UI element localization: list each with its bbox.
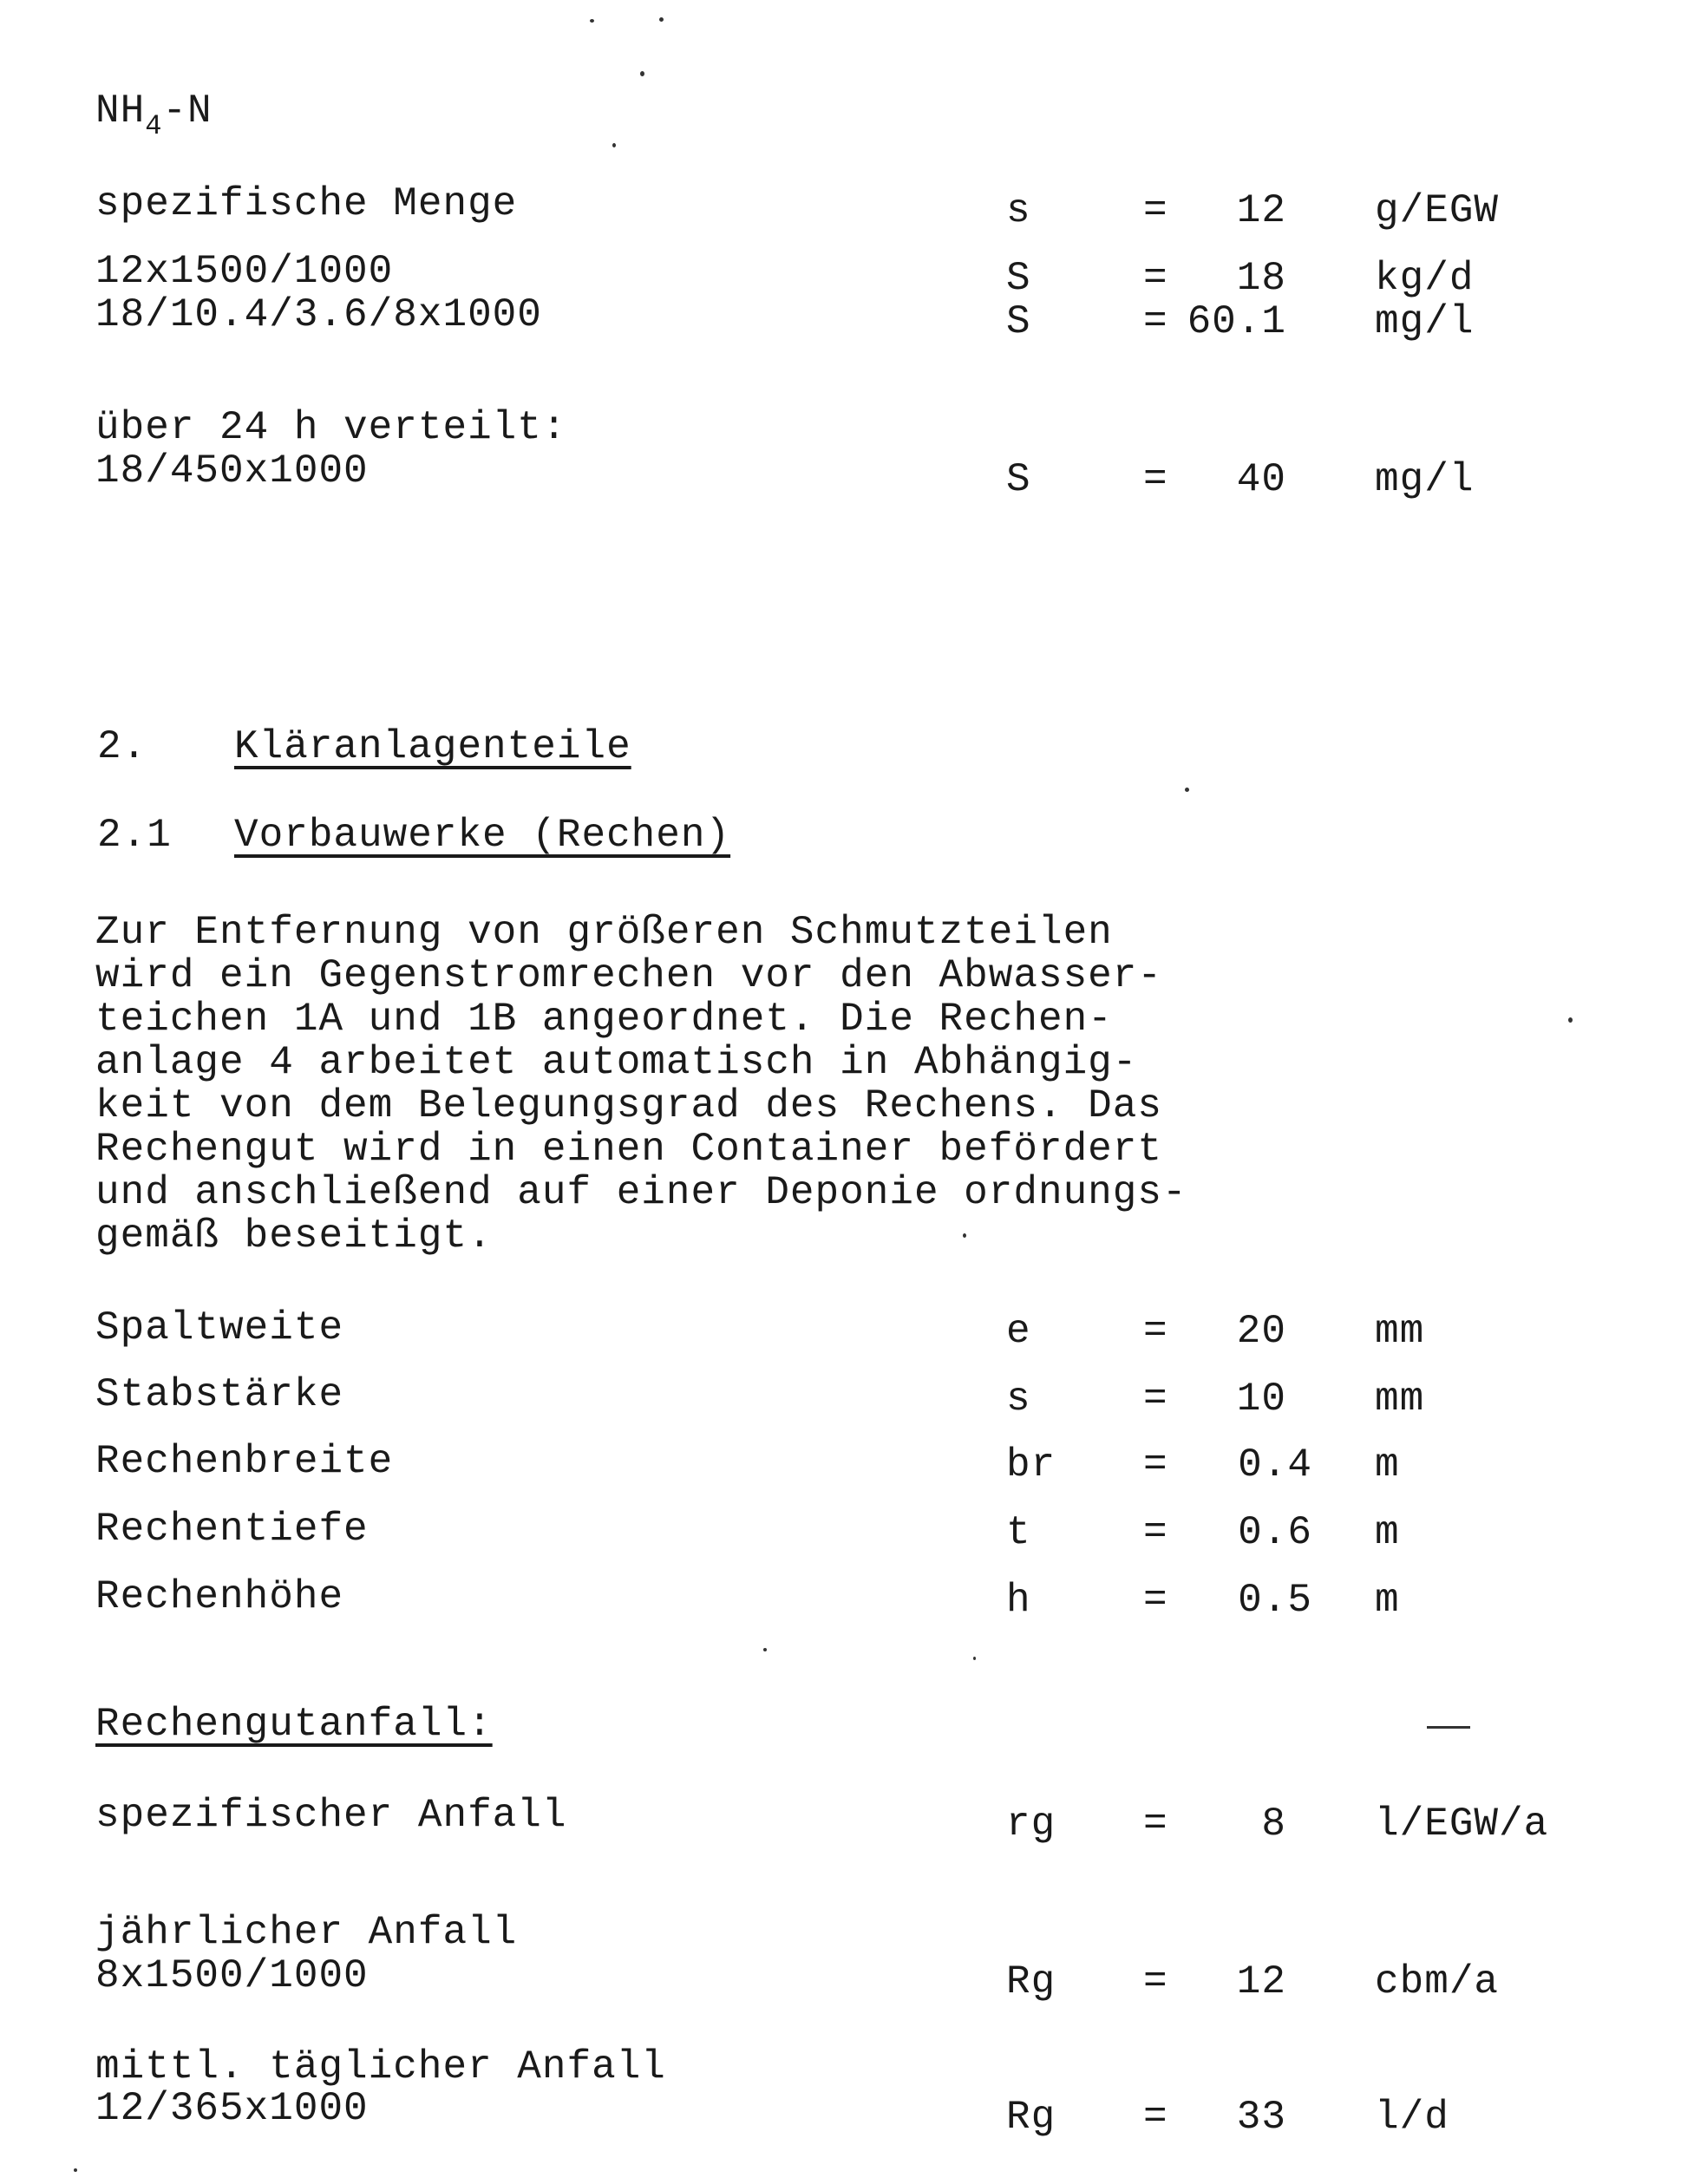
row-formula: 12/365x1000: [95, 2086, 369, 2131]
row-symbol: br: [1006, 1442, 1056, 1488]
row-unit: mm: [1375, 1309, 1425, 1354]
row-value: 40: [1236, 457, 1286, 502]
row-label: Rechentiefe: [95, 1507, 369, 1552]
paragraph-line: gemäß beseitigt.: [95, 1213, 493, 1259]
row-value: 0.4: [1238, 1442, 1312, 1488]
row-label: jährlicher Anfall: [95, 1910, 518, 1955]
row-label: 18/450x1000: [95, 448, 369, 494]
scan-speck: [74, 2168, 77, 2172]
row-symbol: s: [1006, 1376, 1031, 1422]
row-unit: cbm/a: [1375, 1959, 1500, 2004]
row-unit: l/EGW/a: [1375, 1801, 1549, 1847]
row-value: 12: [1236, 1959, 1286, 2004]
row-equals: =: [1143, 1510, 1168, 1555]
paragraph-line: und anschließend auf einer Deponie ordnungs-: [95, 1170, 1187, 1215]
nh4-heading-main: NH: [95, 88, 146, 134]
row-symbol: S: [1006, 256, 1031, 301]
row-equals: =: [1143, 2095, 1168, 2140]
row-label: mittl. täglicher Anfall: [95, 2044, 666, 2089]
nh4-heading-tail: -N: [162, 88, 213, 134]
row-label: Stabstärke: [95, 1372, 344, 1417]
description-paragraph: [95, 911, 1310, 1258]
row-unit: m: [1375, 1442, 1400, 1488]
row-unit: mg/l: [1375, 457, 1475, 502]
section-title: Kläranlagenteile: [234, 724, 631, 769]
row-symbol: Rg: [1006, 2095, 1056, 2140]
section-number: 2.1: [97, 813, 172, 858]
row-equals: =: [1143, 299, 1168, 344]
row-label: spezifischer Anfall: [95, 1793, 567, 1838]
row-value: 60.1: [1187, 299, 1286, 344]
row-unit: m: [1375, 1578, 1400, 1623]
row-equals: =: [1143, 1309, 1168, 1354]
row-symbol: rg: [1006, 1801, 1056, 1847]
scan-speck: [973, 1657, 976, 1660]
row-unit: g/EGW: [1375, 188, 1500, 233]
row-equals: =: [1143, 1442, 1168, 1488]
spread-label: über 24 h verteilt:: [95, 405, 567, 450]
paragraph-line: Rechengut wird in einen Container befördert: [95, 1127, 1162, 1172]
row-unit: m: [1375, 1510, 1400, 1555]
paragraph-line: keit von dem Belegungsgrad des Rechens. Das: [95, 1083, 1162, 1128]
row-label: Rechenbreite: [95, 1439, 394, 1484]
paragraph-line: teichen 1A und 1B angeordnet. Die Rechen-: [95, 997, 1113, 1042]
row-symbol: Rg: [1006, 1959, 1056, 2004]
row-symbol: h: [1006, 1578, 1031, 1623]
row-equals: =: [1143, 1801, 1168, 1847]
row-equals: =: [1143, 188, 1168, 233]
row-equals: =: [1143, 457, 1168, 502]
scan-speck: [659, 17, 664, 22]
row-symbol: e: [1006, 1309, 1031, 1354]
nh4-heading: [95, 88, 213, 142]
scan-speck: [590, 19, 594, 23]
row-unit: kg/d: [1375, 256, 1475, 301]
row-unit: mm: [1375, 1376, 1425, 1422]
row-equals: =: [1143, 1376, 1168, 1422]
row-symbol: t: [1006, 1510, 1031, 1555]
row-value: 8: [1261, 1801, 1286, 1847]
scan-speck: [640, 71, 644, 76]
row-value: 10: [1236, 1376, 1286, 1422]
section-title: Vorbauwerke (Rechen): [234, 813, 731, 858]
row-symbol: S: [1006, 457, 1031, 502]
paragraph-line: anlage 4 arbeitet automatisch in Abhängig-: [95, 1040, 1138, 1085]
row-label: Rechenhöhe: [95, 1574, 344, 1619]
row-equals: =: [1143, 1578, 1168, 1623]
row-label: 12x1500/1000: [95, 249, 394, 294]
paragraph-line: Zur Entfernung von größeren Schmutzteilen: [95, 910, 1113, 955]
row-equals: =: [1143, 1959, 1168, 2004]
scan-speck: [763, 1648, 767, 1651]
scan-speck: [1185, 788, 1189, 792]
row-value: 20: [1236, 1309, 1286, 1354]
row-label: Spaltweite: [95, 1305, 344, 1350]
rechengut-heading: Rechengutanfall:: [95, 1702, 493, 1747]
row-value: 18: [1236, 256, 1286, 301]
row-symbol: s: [1006, 188, 1031, 233]
row-formula: 8x1500/1000: [95, 1953, 369, 1998]
scan-speck: [963, 1233, 966, 1238]
paragraph-line: wird ein Gegenstromrechen vor den Abwasser-: [95, 953, 1162, 998]
row-value: 0.6: [1238, 1510, 1312, 1555]
row-value: 12: [1236, 188, 1286, 233]
nh4-heading-subscript: 4: [145, 110, 163, 142]
scan-speck: [612, 143, 616, 147]
row-equals: =: [1143, 256, 1168, 301]
row-label: spezifische Menge: [95, 181, 518, 226]
section-number: 2.: [97, 724, 147, 769]
row-unit: mg/l: [1375, 299, 1475, 344]
row-unit: l/d: [1375, 2095, 1449, 2140]
row-value: 33: [1236, 2095, 1286, 2140]
row-label: 18/10.4/3.6/8x1000: [95, 292, 542, 337]
stray-dash-mark: [1427, 1726, 1470, 1729]
row-value: 0.5: [1238, 1578, 1312, 1623]
scan-speck: [1568, 1017, 1573, 1023]
row-symbol: S: [1006, 299, 1031, 344]
